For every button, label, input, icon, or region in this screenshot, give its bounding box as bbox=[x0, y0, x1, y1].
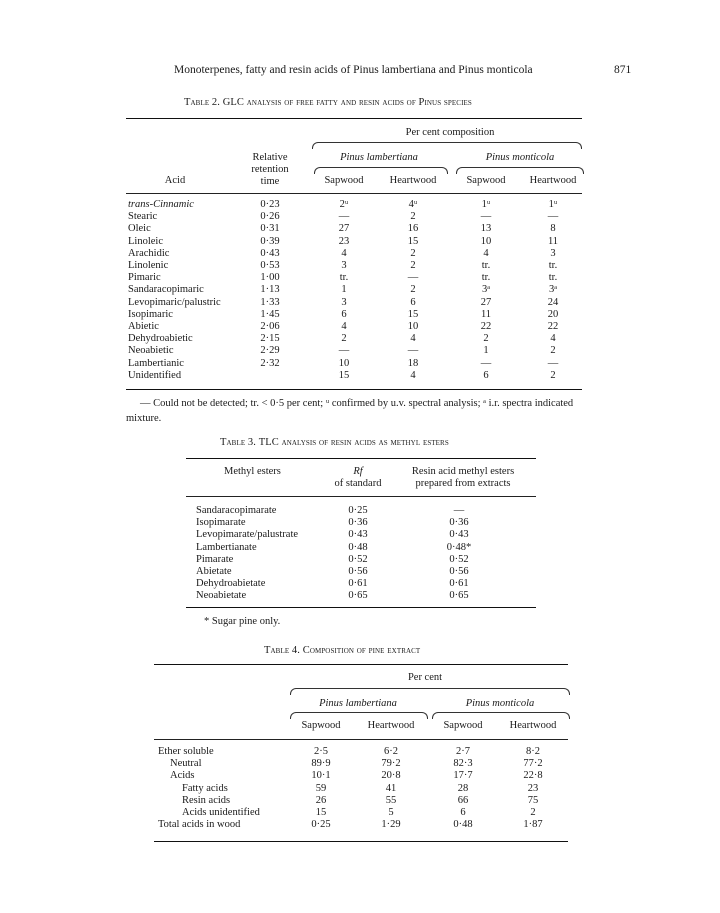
table2-acid-name: Pimaric bbox=[128, 272, 161, 284]
table3-cell: 0·48* bbox=[446, 541, 472, 553]
table2-col-rrt: Relative retention time bbox=[251, 152, 289, 187]
table2-cell: — bbox=[480, 357, 492, 369]
table2-cell: 1·45 bbox=[260, 308, 280, 320]
table2-cell: 15 bbox=[407, 235, 419, 247]
table2-acid-name: Arachidic bbox=[128, 247, 170, 259]
table4-row-label: Total acids in wood bbox=[158, 819, 241, 831]
table4-cell: 55 bbox=[385, 794, 397, 806]
table2-cell: 11 bbox=[547, 235, 559, 247]
table2-col-sapwood-b: Sapwood bbox=[466, 175, 506, 186]
table4-group-brace bbox=[290, 688, 570, 695]
table4-row-label: Acids unidentified bbox=[182, 807, 260, 818]
table4-cell: 66 bbox=[457, 794, 469, 806]
table2-cell: 15 bbox=[407, 308, 419, 320]
table2-acid-name: Abietic bbox=[128, 321, 159, 332]
table4-col-sapwood-a: Sapwood bbox=[301, 720, 341, 731]
table2-cell: tr. bbox=[548, 260, 558, 271]
table2-cell: 4 bbox=[410, 369, 416, 381]
table2-acid-name: Neoabietic bbox=[128, 345, 174, 357]
table3-cell: 0·56 bbox=[449, 566, 469, 577]
table2-cell: 2 bbox=[550, 369, 556, 381]
table2-caption bbox=[184, 97, 472, 108]
table4-cell: 23 bbox=[527, 782, 539, 794]
table4-cell: 79·2 bbox=[381, 758, 401, 770]
page-number: 871 bbox=[614, 64, 632, 76]
table4-header-rule bbox=[154, 739, 568, 740]
table3-cell: 0·52 bbox=[348, 553, 368, 565]
table2-cell: 1 bbox=[483, 345, 489, 357]
table2-cell: 10 bbox=[338, 357, 350, 369]
table2-cell: 4 bbox=[483, 247, 489, 259]
table4-caption-label: Table 4. bbox=[264, 645, 300, 656]
table2-brace-a bbox=[314, 167, 448, 174]
table2-species-b: Pinus monticola bbox=[485, 152, 555, 163]
table3-cell: 0·61 bbox=[449, 578, 469, 590]
table3-ester-name: Sandaracopimarate bbox=[196, 505, 277, 516]
table2-cell: 2 bbox=[341, 333, 347, 345]
table2-cell: tr. bbox=[481, 272, 491, 284]
table4-cell: 17·7 bbox=[453, 770, 473, 782]
table3-ester-name: Abietate bbox=[196, 566, 232, 577]
table4-cell: 6·2 bbox=[384, 746, 398, 757]
table2-cell: 10 bbox=[407, 321, 419, 332]
table2-cell: 2 bbox=[410, 211, 416, 223]
table4-brace-a bbox=[290, 712, 428, 719]
table2-cell: 13 bbox=[480, 223, 492, 235]
table3-cell: 0·25 bbox=[348, 505, 368, 516]
table2-cell: 1·33 bbox=[260, 296, 280, 308]
table2-footnote: — Could not be detected; tr. < 0·5 per cent; ᵘ confirmed by u.v. spectral analysis; ᵃ i.r. spectra indicated mixture. bbox=[126, 398, 574, 424]
table2-cell: 1·00 bbox=[260, 272, 280, 284]
table2-col-acid: Acid bbox=[164, 175, 186, 186]
table3-ester-name: Pimarate bbox=[196, 553, 234, 565]
table2-acid-name: Sandaracopimaric bbox=[128, 284, 204, 296]
table2-cell: — bbox=[407, 272, 419, 284]
table3-col-rf-sub: of standard bbox=[334, 478, 382, 489]
table2-cell: — bbox=[547, 211, 559, 223]
table3-caption-label: Table 3. bbox=[220, 437, 256, 448]
table2-cell: 8 bbox=[550, 223, 556, 235]
table2-acid-name: Stearic bbox=[128, 211, 158, 223]
table2-cell: 0·31 bbox=[260, 223, 280, 235]
table4-cell: 77·2 bbox=[523, 758, 543, 770]
table3-bottom-rule bbox=[186, 607, 536, 608]
table2-cell: 22 bbox=[547, 321, 559, 332]
table2-species-a: Pinus lambertiana bbox=[340, 152, 418, 163]
table2-cell: 2 bbox=[483, 333, 489, 345]
table2-cell: — bbox=[547, 357, 559, 369]
table4-top-rule bbox=[154, 664, 568, 665]
table2-cell: 3ᵃ bbox=[548, 284, 558, 296]
table3-ester-name: Neoabietate bbox=[196, 590, 247, 602]
table2-cell: 1ᵘ bbox=[481, 199, 491, 210]
table4-brace-b bbox=[432, 712, 570, 719]
table4-cell: 10·1 bbox=[311, 770, 331, 782]
table2-cell: 0·23 bbox=[260, 199, 280, 210]
table4-row-label: Neutral bbox=[170, 758, 202, 770]
table3-cell: 0·52 bbox=[449, 553, 469, 565]
table2-cell: 3 bbox=[341, 296, 347, 308]
table4-col-heartwood-a: Heartwood bbox=[367, 720, 415, 731]
table2-cell: 4 bbox=[410, 333, 416, 345]
table3-cell: 0·65 bbox=[348, 590, 368, 602]
table2-cell: 4 bbox=[341, 321, 347, 332]
table2-cell: 18 bbox=[407, 357, 419, 369]
table3-cell: 0·43 bbox=[449, 529, 469, 541]
table2-cell: 24 bbox=[547, 296, 559, 308]
table3-cell: 0·56 bbox=[348, 566, 368, 577]
table2-cell: 20 bbox=[547, 308, 559, 320]
table4-cell: 0·48 bbox=[453, 819, 473, 831]
table4-cell: 89·9 bbox=[311, 758, 331, 770]
table2-cell: 4ᵘ bbox=[408, 199, 418, 210]
table2-acid-name: Levopimaric/palustric bbox=[128, 296, 221, 308]
table2-cell: 2 bbox=[550, 345, 556, 357]
table4-cell: 2 bbox=[530, 807, 536, 818]
table2-cell: — bbox=[338, 345, 350, 357]
table2-acid-name: Oleic bbox=[128, 223, 151, 235]
table2-cell: 3 bbox=[341, 260, 347, 271]
table4-species-b: Pinus monticola bbox=[465, 698, 535, 709]
table3-col-prepared: Resin acid methyl esters bbox=[411, 466, 515, 477]
table4-cell: 6 bbox=[460, 807, 466, 818]
table2-acid-name: Unidentified bbox=[128, 369, 182, 381]
table2-cell: 11 bbox=[480, 308, 492, 320]
table3-col-methyl: Methyl esters bbox=[224, 466, 281, 477]
table4-col-heartwood-b: Heartwood bbox=[509, 720, 557, 731]
table3-col-rf: Rf bbox=[353, 466, 363, 477]
table3-cell: 0·65 bbox=[449, 590, 469, 602]
table3-caption bbox=[220, 437, 449, 448]
table4-species-a: Pinus lambertiana bbox=[319, 698, 397, 709]
table2-cell: — bbox=[338, 211, 350, 223]
table2-cell: 2·15 bbox=[260, 333, 280, 345]
table2-cell: 6 bbox=[483, 369, 489, 381]
table4-col-sapwood-b: Sapwood bbox=[443, 720, 483, 731]
table2-cell: 16 bbox=[407, 223, 419, 235]
running-title: Monoterpenes, fatty and resin acids of Pinus lambertiana and Pinus monticola bbox=[174, 64, 533, 76]
table2-cell: 3 bbox=[550, 247, 556, 259]
table4-cell: 22·8 bbox=[523, 770, 543, 782]
table2-caption-text: GLC analysis of free fatty and resin acids of Pinus species bbox=[222, 97, 472, 108]
table2-acid-name: Linoleic bbox=[128, 235, 163, 247]
table2-cell: 2·29 bbox=[260, 345, 280, 357]
table3-header-rule bbox=[186, 496, 536, 497]
table2-acid-name: Isopimaric bbox=[128, 308, 173, 320]
table3-cell: 0·61 bbox=[348, 578, 368, 590]
table2-cell: 15 bbox=[338, 369, 350, 381]
table4-cell: 1·29 bbox=[381, 819, 401, 831]
table2-cell: 10 bbox=[480, 235, 492, 247]
table2-cell: 4 bbox=[341, 247, 347, 259]
table2-cell: 6 bbox=[410, 296, 416, 308]
table2-cell: 2 bbox=[410, 284, 416, 296]
table3-cell: 0·43 bbox=[348, 529, 368, 541]
table2-acid-name: Dehydroabietic bbox=[128, 333, 193, 345]
table2-col-heartwood-a: Heartwood bbox=[389, 175, 437, 186]
table4-cell: 20·8 bbox=[381, 770, 401, 782]
table2-top-rule bbox=[126, 118, 582, 119]
table2-acid-name: trans-Cinnamic bbox=[128, 199, 194, 210]
table3-ester-name: Isopimarate bbox=[196, 517, 246, 529]
table2-cell: 0·43 bbox=[260, 247, 280, 259]
table2-cell: 3ᵃ bbox=[481, 284, 491, 296]
table4-cell: 5 bbox=[388, 807, 394, 818]
table3-top-rule bbox=[186, 458, 536, 459]
table3-cell: 0·36 bbox=[348, 517, 368, 529]
table4-group-header: Per cent bbox=[407, 672, 443, 683]
table4-cell: 59 bbox=[315, 782, 327, 794]
table2-cell: 23 bbox=[338, 235, 350, 247]
table2-bottom-rule bbox=[126, 389, 582, 390]
table3-cell: — bbox=[453, 505, 465, 516]
table4-bottom-rule bbox=[154, 841, 568, 842]
table2-group-brace bbox=[312, 142, 582, 149]
table3-footnote: * Sugar pine only. bbox=[204, 616, 281, 627]
table2-cell: — bbox=[407, 345, 419, 357]
table2-cell: 2·06 bbox=[260, 321, 280, 332]
table4-row-label: Acids bbox=[170, 770, 195, 782]
table4-cell: 75 bbox=[527, 794, 539, 806]
table2-cell: 0·26 bbox=[260, 211, 280, 223]
table4-row-label: Fatty acids bbox=[182, 782, 228, 794]
table2-cell: 27 bbox=[338, 223, 350, 235]
table4-caption bbox=[264, 645, 420, 656]
table2-cell: 2ᵘ bbox=[339, 199, 349, 210]
table2-acid-name: Lambertianic bbox=[128, 357, 184, 369]
table4-cell: 2·5 bbox=[314, 746, 328, 757]
table3-ester-name: Dehydroabietate bbox=[196, 578, 266, 590]
table2-cell: tr. bbox=[481, 260, 491, 271]
table2-cell: tr. bbox=[548, 272, 558, 284]
table4-cell: 41 bbox=[385, 782, 397, 794]
table4-caption-text: Composition of pine extract bbox=[302, 645, 421, 656]
table2-cell: 6 bbox=[341, 308, 347, 320]
table2-cell: — bbox=[480, 211, 492, 223]
table2-cell: 1 bbox=[341, 284, 347, 296]
table2-caption-label: Table 2. bbox=[184, 97, 220, 108]
table2-cell: 2·32 bbox=[260, 357, 280, 369]
table4-cell: 1·87 bbox=[523, 819, 543, 831]
table2-cell: 1·13 bbox=[260, 284, 280, 296]
table3-ester-name: Lambertianate bbox=[196, 541, 257, 553]
table3-cell: 0·48 bbox=[348, 541, 368, 553]
table3-cell: 0·36 bbox=[449, 517, 469, 529]
table2-col-sapwood-a: Sapwood bbox=[324, 175, 364, 186]
table2-cell: 0·53 bbox=[260, 260, 280, 271]
table2-group-header: Per cent composition bbox=[405, 127, 495, 138]
table4-cell: 26 bbox=[315, 794, 327, 806]
table4-cell: 82·3 bbox=[453, 758, 473, 770]
table2-cell: tr. bbox=[339, 272, 349, 284]
table4-row-label: Ether soluble bbox=[158, 746, 214, 757]
table4-cell: 8·2 bbox=[526, 746, 540, 757]
table2-cell: 4 bbox=[550, 333, 556, 345]
table2-cell: 22 bbox=[480, 321, 492, 332]
table2-header-rule bbox=[126, 193, 582, 194]
table2-brace-b bbox=[456, 167, 584, 174]
table3-col-prepared-sub: prepared from extracts bbox=[415, 478, 511, 489]
table4-cell: 15 bbox=[315, 807, 327, 818]
table4-cell: 0·25 bbox=[311, 819, 331, 831]
table4-row-label: Resin acids bbox=[182, 794, 231, 806]
table2-cell: 2 bbox=[410, 260, 416, 271]
table2-cell: 0·39 bbox=[260, 235, 280, 247]
table4-cell: 28 bbox=[457, 782, 469, 794]
table2-cell: 1ᵘ bbox=[548, 199, 558, 210]
table2-cell: 27 bbox=[480, 296, 492, 308]
table2-col-heartwood-b: Heartwood bbox=[529, 175, 577, 186]
table3-caption-text: TLC analysis of resin acids as methyl esters bbox=[258, 437, 449, 448]
table3-ester-name: Levopimarate/palustrate bbox=[196, 529, 299, 541]
table2-cell: 2 bbox=[410, 247, 416, 259]
table4-cell: 2·7 bbox=[456, 746, 470, 757]
table2-acid-name: Linolenic bbox=[128, 260, 169, 271]
